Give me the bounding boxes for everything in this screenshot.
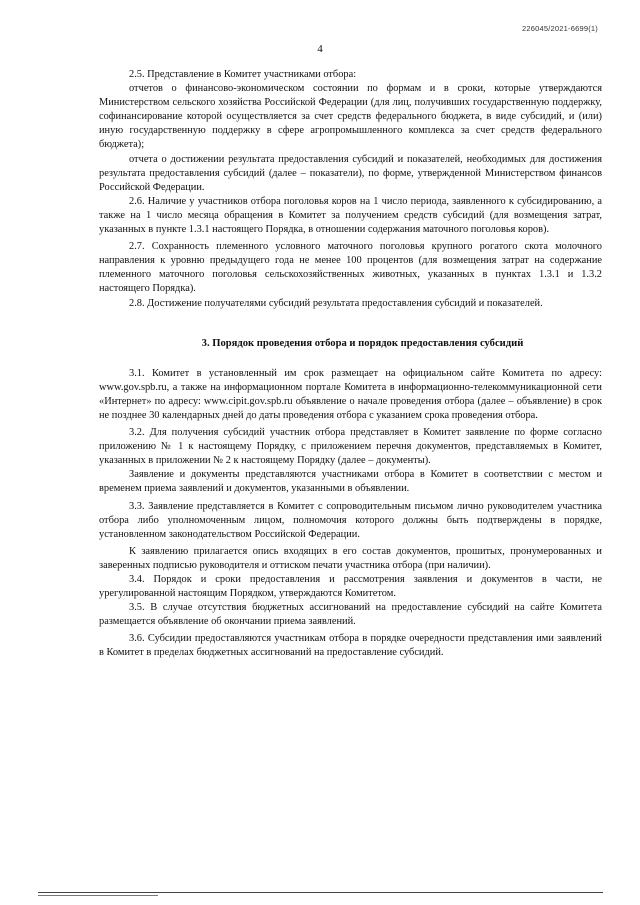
paragraph-2-8: 2.8. Достижение получателями субсидий результата предоставления субсидий и показателей.: [129, 297, 543, 309]
paragraph-2-6: 2.6. Наличие у участников отбора поголовья коров на 1 число периода, заявленного к субсидированию, а также на 1 число месяца обращения в Комитет за получением средств субсидий (для возмещения затрат, указанных в пункте 1.3.1 настоящего Порядка, в отношении содержания маточного поголовья коров).: [99, 195, 602, 236]
paragraph-3-3-inventory: К заявлению прилагается опись входящих в его состав документов, прошитых, пронумерованных и заверенных подписью руководителя и оттиском печати участника отбора (при наличии).: [99, 545, 602, 571]
paragraph-3-4: 3.4. Порядок и сроки предоставления и рассмотрения заявления и документов в части, не урегулированной настоящим Порядком, утверждаются Комитетом.: [99, 574, 602, 600]
paragraph-3-6: 3.6. Субсидии предоставляются участникам отбора в порядке очередности представления ими заявлений в Комитет в пределах бюджетных ассигнований на предоставление субсидий.: [99, 633, 602, 659]
paragraph-2-5: 2.5. Представление в Комитет участниками отбора:: [129, 69, 357, 80]
paragraph-2-5-reports: отчетов о финансово-экономическом состоянии по формам и в сроки, которые утверждаются Министерством сельского хозяйства Российской Федерации (для лиц, получивших государственную поддержку, софинансирование которой осуществляется за счет средств федерального бюджета, в виде субсидий, и (или) иную государственную поддержку в сфере агропромышленного комплекса за счет средств федерального бюджета);: [99, 83, 602, 151]
paragraph-2-7: 2.7. Сохранность племенного условного маточного поголовья крупного рогатого скота молочного направления к уровню предыдущего года не менее 100 процентов (для возмещения затрат на содержание племенного маточного поголовья сельскохозяйственных животных, указанных в пунктах 1.3.1 и 1.3.2 настоящего Порядка).: [99, 241, 602, 295]
paragraph-3-1: 3.1. Комитет в установленный им срок размещает на официальном сайте Комитета по адресу: www.gov.spb.ru, а также на информационном портале Комитета в информационно-телекоммуникационной сети «Интернет» по адресу: www.cipit.gov.spb.ru объявление о начале проведения отбора (далее – объявление) в срок не позднее 30 календарных дней до даты проведения отбора с указанием срока проведения отбора.: [99, 367, 602, 421]
paragraph-3-3: 3.3. Заявление представляется в Комитет с сопроводительным письмом лично руководителем участника отбора либо уполномоченным лицом, полномочия которого должны быть подтверждены в порядке, установленном законодательством Российской Федерации.: [99, 500, 602, 540]
document-id: 226045/2021-6699(1): [522, 24, 598, 33]
paragraph-3-2-submission: Заявление и документы представляются участниками отбора в Комитет в соответствии с местом и временем приема заявлений и документов, указанными в объявлении.: [99, 469, 602, 495]
paragraph-2-5-report-results: отчета о достижении результата предоставления субсидий и показателей, необходимых для достижения результата предоставления субсидий (далее – показатели), по форме, утвержденной Министерством финансов Российской Федерации.: [99, 153, 602, 193]
paragraph-3-5: 3.5. В случае отсутствия бюджетных ассигнований на предоставление субсидий на сайте Комитета размещается объявление об окончании приема заявлений.: [99, 602, 602, 628]
paragraph-3-2: 3.2. Для получения субсидий участник отбора представляет в Комитет заявление по форме согласно приложению № 1 к настоящему Порядку, с приложением перечня документов, представляемых в Комитет, указанных в приложении № 2 к настоящему Порядку (далее – документы).: [99, 427, 602, 467]
document-body: [99, 68, 602, 661]
scan-edge-line: [38, 892, 603, 893]
page-number: 4: [317, 43, 323, 55]
scan-edge-line-short: [38, 895, 158, 896]
section-3-heading: 3. Порядок проведения отбора и порядок предоставления субсидий: [201, 337, 524, 349]
